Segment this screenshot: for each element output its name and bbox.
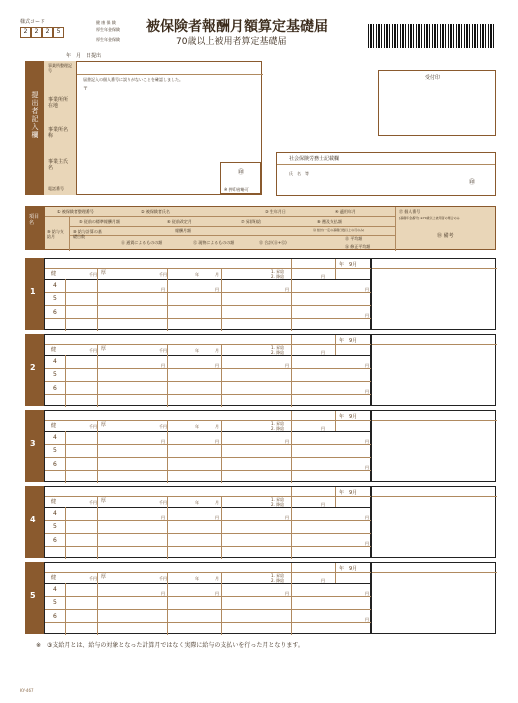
thousand-yen-unit: 千円 bbox=[89, 348, 97, 353]
yen-unit: 円 bbox=[365, 591, 369, 596]
yen-unit: 円 bbox=[161, 591, 165, 596]
pay-month-value: 4 bbox=[53, 586, 57, 593]
col-corrected-average: ⑯ 修正平均額 bbox=[345, 244, 371, 249]
row-remarks-box[interactable] bbox=[371, 486, 496, 558]
yen-unit: 円 bbox=[321, 502, 325, 507]
col-birth-date: ③ 生年月日 bbox=[265, 209, 286, 214]
row-entry-area[interactable] bbox=[44, 486, 371, 558]
lower-option[interactable]: 2. 降給 bbox=[271, 502, 285, 507]
row-remarks-box[interactable] bbox=[371, 562, 496, 634]
row-number: 1 bbox=[30, 287, 36, 296]
received-stamp-label: 受付印 bbox=[425, 75, 441, 81]
yen-unit: 円 bbox=[285, 591, 289, 596]
pension-label: 厚 bbox=[101, 346, 107, 352]
row-number-bar bbox=[25, 258, 44, 330]
thousand-yen-unit: 千円 bbox=[89, 272, 97, 277]
health-ins-label: 健 bbox=[51, 271, 57, 277]
yen-unit: 円 bbox=[161, 363, 165, 368]
submitter-section-bar bbox=[25, 61, 44, 195]
col-average: ⑮ 平均額 bbox=[345, 236, 363, 241]
col-retro-payment: ⑧ 遡及支払額 bbox=[317, 219, 342, 224]
ninth-month-label: 年 9月 bbox=[339, 566, 358, 572]
yen-unit: 円 bbox=[215, 515, 219, 520]
pay-month-value: 5 bbox=[53, 371, 57, 378]
pay-month-value: 6 bbox=[53, 461, 57, 468]
thousand-yen-unit: 千円 bbox=[89, 500, 97, 505]
pension-label: 厚 bbox=[101, 422, 107, 428]
yen-unit: 円 bbox=[365, 363, 369, 368]
pay-month-value: 6 bbox=[53, 613, 57, 620]
thousand-yen-unit: 千円 bbox=[159, 272, 167, 277]
lower-option[interactable]: 2. 降給 bbox=[271, 274, 285, 279]
yen-unit: 円 bbox=[365, 541, 369, 546]
col-total: ⑭ 総計(一定の基礎日数以上の月のみ) bbox=[313, 228, 365, 232]
row-number-bar bbox=[25, 562, 44, 634]
thousand-yen-unit: 千円 bbox=[89, 424, 97, 429]
row-entry-area[interactable] bbox=[44, 258, 371, 330]
lower-option[interactable]: 2. 降給 bbox=[271, 426, 285, 431]
row-remarks-box[interactable] bbox=[371, 258, 496, 330]
seal-icon: ㊞ bbox=[238, 169, 245, 176]
col-base-days: ⑩ 給与計算の基礎日数 bbox=[73, 229, 102, 239]
pension-label: 厚 bbox=[101, 498, 107, 504]
pay-month-value: 6 bbox=[53, 385, 57, 392]
row-entry-area[interactable] bbox=[44, 334, 371, 406]
agent-label: 社会保険労務士記載欄 bbox=[289, 156, 340, 162]
yen-unit: 円 bbox=[365, 389, 369, 394]
form-code-label: 様式コード bbox=[20, 19, 46, 25]
yen-unit: 円 bbox=[365, 465, 369, 470]
yen-unit: 円 bbox=[285, 287, 289, 292]
yen-unit: 円 bbox=[285, 363, 289, 368]
month-unit: 月 bbox=[215, 348, 219, 353]
col-insured-name: ② 被保険者氏名 bbox=[141, 209, 170, 214]
col-apply-month: ④ 適用年月 bbox=[335, 209, 356, 214]
row-number-bar bbox=[25, 410, 44, 482]
agent-seal-icon: ㊞ bbox=[469, 179, 476, 186]
health-ins-label: 健 bbox=[51, 423, 57, 429]
insurance-line: 厚生年金保険 bbox=[96, 27, 120, 32]
form-code-digit: 2 bbox=[31, 27, 42, 38]
month-unit: 月 bbox=[215, 500, 219, 505]
form-code-digit: 5 bbox=[53, 27, 64, 38]
ninth-month-label: 年 9月 bbox=[339, 414, 358, 420]
form-subtitle: 70歳以上被用者算定基礎届 bbox=[176, 37, 287, 47]
yen-unit: 円 bbox=[365, 313, 369, 318]
health-ins-label: 健 bbox=[51, 575, 57, 581]
footer-code: KY-467 bbox=[20, 688, 34, 693]
insurance-line: 健 康 保 険 bbox=[96, 20, 116, 25]
office-code-label: 事業所整理記号 bbox=[48, 63, 72, 73]
row-remarks-box[interactable] bbox=[371, 410, 496, 482]
form-code-box bbox=[20, 27, 64, 38]
ninth-month-label: 年 9月 bbox=[339, 262, 358, 268]
year-unit: 年 bbox=[195, 500, 199, 505]
yen-unit: 円 bbox=[215, 363, 219, 368]
col-insured-number: ① 被保険者整理番号 bbox=[57, 209, 94, 214]
ninth-month-label: 年 9月 bbox=[339, 490, 358, 496]
form-title: 被保険者報酬月額算定基礎届 bbox=[146, 19, 328, 35]
agent-name-label: 氏 名 等 bbox=[289, 171, 309, 176]
year-unit: 年 bbox=[195, 424, 199, 429]
col-raise: ⑦ 昇(降)給 bbox=[241, 219, 261, 224]
thousand-yen-unit: 千円 bbox=[159, 424, 167, 429]
yen-unit: 円 bbox=[285, 515, 289, 520]
submitter-input-area[interactable] bbox=[76, 61, 262, 195]
thousand-yen-unit: 千円 bbox=[159, 576, 167, 581]
pay-month-value: 5 bbox=[53, 523, 57, 530]
submitter-field-labels bbox=[44, 61, 76, 195]
col-prev-revision-month: ⑥ 従前改定月 bbox=[167, 219, 192, 224]
col-in-kind-amount: ⑫ 現物によるものの額 bbox=[193, 240, 235, 245]
pay-month-value: 6 bbox=[53, 309, 57, 316]
col-sum: ⑬ 合計(⑪+⑫) bbox=[259, 240, 287, 245]
yen-unit: 円 bbox=[161, 439, 165, 444]
col-personal-number: ⑰ 個人番号 bbox=[399, 209, 421, 214]
health-ins-label: 健 bbox=[51, 347, 57, 353]
month-unit: 月 bbox=[215, 424, 219, 429]
yen-unit: 円 bbox=[365, 439, 369, 444]
row-entry-area[interactable] bbox=[44, 410, 371, 482]
pension-label: 厚 bbox=[101, 270, 107, 276]
raise-option[interactable]: 1. 昇給 bbox=[271, 573, 285, 578]
pay-month-value: 4 bbox=[53, 434, 57, 441]
yen-unit: 円 bbox=[215, 287, 219, 292]
raise-option[interactable]: 1. 昇給 bbox=[271, 269, 285, 274]
phone-label: 電話番号 bbox=[48, 186, 64, 191]
month-unit: 月 bbox=[215, 272, 219, 277]
insurance-line: 厚生年金保険 bbox=[96, 37, 120, 42]
row-number: 4 bbox=[30, 515, 36, 524]
thousand-yen-unit: 千円 bbox=[159, 500, 167, 505]
pay-month-value: 4 bbox=[53, 510, 57, 517]
yen-unit: 円 bbox=[365, 617, 369, 622]
raise-option[interactable]: 1. 昇給 bbox=[271, 345, 285, 350]
yen-unit: 円 bbox=[321, 274, 325, 279]
yen-unit: 円 bbox=[215, 591, 219, 596]
row-number: 3 bbox=[30, 439, 36, 448]
thousand-yen-unit: 千円 bbox=[159, 348, 167, 353]
office-address-label: 事業所所在地 bbox=[48, 97, 69, 109]
office-name-label: 事業所名称 bbox=[48, 127, 69, 139]
id-confirmation-notice: 届書記入の個人番号に誤りがないことを確認しました。 bbox=[83, 77, 183, 82]
pay-month-value: 5 bbox=[53, 295, 57, 302]
seal-box bbox=[220, 162, 261, 194]
col-pay-month: ⑨ 給与支給月 bbox=[47, 229, 64, 239]
raise-option[interactable]: 1. 昇給 bbox=[271, 421, 285, 426]
submission-date-label: 年 月 日提出 bbox=[66, 53, 102, 59]
pay-month-value: 6 bbox=[53, 537, 57, 544]
yen-unit: 円 bbox=[161, 515, 165, 520]
ninth-month-label: 年 9月 bbox=[339, 338, 358, 344]
row-number: 5 bbox=[30, 591, 36, 600]
row-entry-area[interactable] bbox=[44, 562, 371, 634]
submitter-section-label: 提出者記入欄 bbox=[31, 91, 39, 139]
column-header-block bbox=[44, 206, 496, 250]
remuneration-label: 報酬月額 bbox=[175, 228, 191, 233]
pay-month-value: 5 bbox=[53, 599, 57, 606]
col-cash-amount: ⑪ 通貨によるものの額 bbox=[121, 240, 163, 245]
row-number-bar bbox=[25, 486, 44, 558]
employer-name-label: 事業主氏名 bbox=[48, 159, 69, 171]
col-personal-number-note: [基礎年金番号] ※70歳以上被用者の場合のみ bbox=[399, 216, 460, 220]
col-remarks: ⑱ 備考 bbox=[437, 233, 454, 239]
lower-option[interactable]: 2. 降給 bbox=[271, 350, 285, 355]
year-unit: 年 bbox=[195, 348, 199, 353]
received-stamp-box bbox=[378, 70, 496, 136]
yen-unit: 円 bbox=[321, 350, 325, 355]
yen-unit: 円 bbox=[365, 515, 369, 520]
health-ins-label: 健 bbox=[51, 499, 57, 505]
yen-unit: 円 bbox=[321, 578, 325, 583]
row-number: 2 bbox=[30, 363, 36, 372]
yen-unit: 円 bbox=[215, 439, 219, 444]
thousand-yen-unit: 千円 bbox=[89, 576, 97, 581]
postal-mark: 〒 bbox=[83, 86, 89, 92]
year-unit: 年 bbox=[195, 272, 199, 277]
pay-month-value: 4 bbox=[53, 282, 57, 289]
form-code-digit: 2 bbox=[42, 27, 53, 38]
footer-note: ※ ③支給月とは、給与の対象となった計算月ではなく実際に給与の支払いを行った月となります。 bbox=[36, 642, 304, 649]
month-unit: 月 bbox=[215, 576, 219, 581]
col-prev-standard-amount: ⑤ 従前の標準報酬月額 bbox=[79, 219, 120, 224]
row-remarks-box[interactable] bbox=[371, 334, 496, 406]
year-unit: 年 bbox=[195, 576, 199, 581]
pay-month-value: 4 bbox=[53, 358, 57, 365]
raise-option[interactable]: 1. 昇給 bbox=[271, 497, 285, 502]
pension-label: 厚 bbox=[101, 574, 107, 580]
row-number-bar bbox=[25, 334, 44, 406]
lower-option[interactable]: 2. 降給 bbox=[271, 578, 285, 583]
item-name-bar bbox=[25, 206, 44, 250]
yen-unit: 円 bbox=[285, 439, 289, 444]
yen-unit: 円 bbox=[321, 426, 325, 431]
pay-month-value: 5 bbox=[53, 447, 57, 454]
item-name-label: 項目名 bbox=[29, 214, 40, 226]
yen-unit: 円 bbox=[161, 287, 165, 292]
yen-unit: 円 bbox=[365, 287, 369, 292]
barcode bbox=[368, 24, 495, 48]
agent-box[interactable] bbox=[276, 152, 496, 196]
seal-note: ※ 押印省略可 bbox=[224, 187, 249, 192]
form-code-digit: 2 bbox=[20, 27, 31, 38]
